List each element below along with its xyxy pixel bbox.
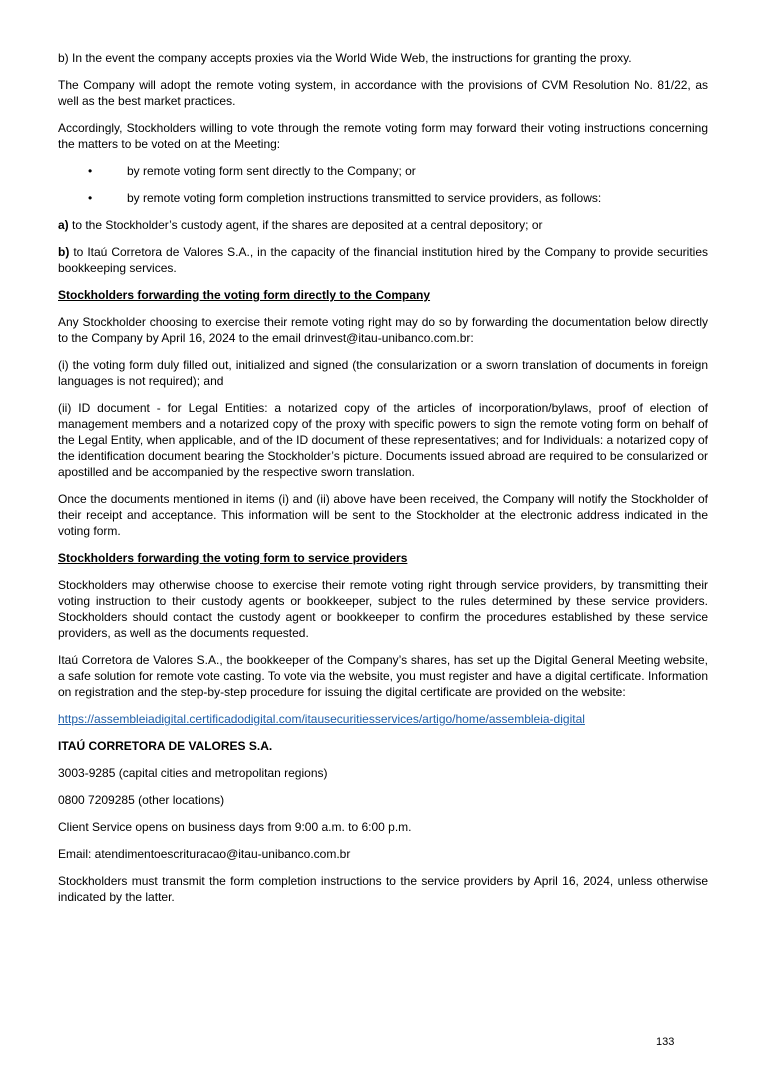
item-b-paragraph bbox=[58, 244, 708, 276]
phone-other-locations: 0800 7209285 (other locations) bbox=[58, 793, 225, 807]
bullet-text: by remote voting form sent directly to the Company; or bbox=[127, 164, 416, 178]
company-name: ITAÚ CORRETORA DE VALORES S.A. bbox=[58, 739, 273, 753]
phone-capitals: 3003-9285 (capital cities and metropolitan regions) bbox=[58, 766, 328, 780]
proxy-instructions-paragraph: b) In the event the company accepts proxies via the World Wide Web, the instructions for granting the proxy. bbox=[58, 51, 632, 65]
contact-email: Email: atendimentoescrituracao@itau-unibanco.com.br bbox=[58, 847, 351, 861]
document-page bbox=[58, 50, 708, 916]
remote-voting-system-paragraph: The Company will adopt the remote voting system, in accordance with the provisions of CVM Resolution No. 81/22, as well as the best market practices. bbox=[58, 78, 708, 108]
section-heading-direct: Stockholders forwarding the voting form directly to the Company bbox=[58, 288, 431, 302]
item-a-label: a) bbox=[58, 218, 69, 232]
item-b-label: b) bbox=[58, 245, 70, 259]
section-heading-service-providers: Stockholders forwarding the voting form to service providers bbox=[58, 551, 408, 565]
bullet-dot: • bbox=[88, 191, 93, 205]
direct-forwarding-paragraph: Any Stockholder choosing to exercise their remote voting right may do so by forwarding the documentation below directly to the Company by April 16, 2024 to the email drinvest@itau-unibanco.com.br: bbox=[58, 315, 708, 345]
item-a-paragraph bbox=[58, 217, 708, 233]
bullet-item bbox=[58, 163, 708, 179]
deadline-paragraph: Stockholders must transmit the form completion instructions to the service providers by April 16, 2024, unless otherwise indicated by the latter. bbox=[58, 874, 708, 904]
documents-received-paragraph: Once the documents mentioned in items (i) and (ii) above have been received, the Company will notify the Stockholder of their receipt and acceptance. This information will be sent to the Stockholder at the electronic address indicated in the voting form. bbox=[58, 492, 708, 538]
item-b-text: to Itaú Corretora de Valores S.A., in the capacity of the financial institution hired by the Company to provide securities bookkeeping services. bbox=[58, 245, 708, 275]
id-document-paragraph: (ii) ID document - for Legal Entities: a notarized copy of the articles of incorporation/bylaws, proof of election of management members and a notarized copy of the proxy with specific powers to sign the remote voting form on behalf of the Legal Entity, when applicable, and of the ID document of these representatives; and for Individuals: a notarized copy of the identification document bearing the Stockholder’s picture. Documents issued abroad are required to be consularized or apostilled and be accompanied by the respective sworn translation. bbox=[58, 401, 708, 479]
assembleia-digital-link[interactable]: https://assembleiadigital.certificadodigital.com/itausecuritiesservices/artigo/home/assembleia-digital bbox=[58, 712, 585, 726]
item-a-text: to the Stockholder’s custody agent, if the shares are deposited at a central depository; or bbox=[68, 218, 543, 232]
bullet-text: by remote voting form completion instructions transmitted to service providers, as follows: bbox=[127, 191, 602, 205]
client-service-hours: Client Service opens on business days from 9:00 a.m. to 6:00 p.m. bbox=[58, 820, 412, 834]
page-number: 133 bbox=[656, 1036, 675, 1048]
bullet-item bbox=[58, 190, 708, 206]
bookkeeper-website-paragraph: Itaú Corretora de Valores S.A., the bookkeeper of the Company’s shares, has set up the Digital General Meeting website, a safe solution for remote vote casting. To vote via the website, you must register and have a digital certificate. Information on registration and the step-by-step procedure for issuing the digital certificate are provided on the website: bbox=[58, 653, 708, 699]
voting-form-requirement-paragraph: (i) the voting form duly filled out, initialized and signed (the consularization or a sworn translation of documents in foreign languages is not required); and bbox=[58, 358, 708, 388]
service-providers-paragraph: Stockholders may otherwise choose to exercise their remote voting right through service providers, by transmitting their voting instruction to their custody agents or bookkeeper, subject to the rules determined by these service providers. Stockholders should contact the custody agent or bookkeeper to confirm the procedures established by these service providers, as well as the documents requested. bbox=[58, 578, 708, 640]
bullet-dot: • bbox=[88, 164, 93, 178]
voting-instructions-paragraph: Accordingly, Stockholders willing to vote through the remote voting form may forward their voting instructions concerning the matters to be voted on at the Meeting: bbox=[58, 121, 708, 151]
